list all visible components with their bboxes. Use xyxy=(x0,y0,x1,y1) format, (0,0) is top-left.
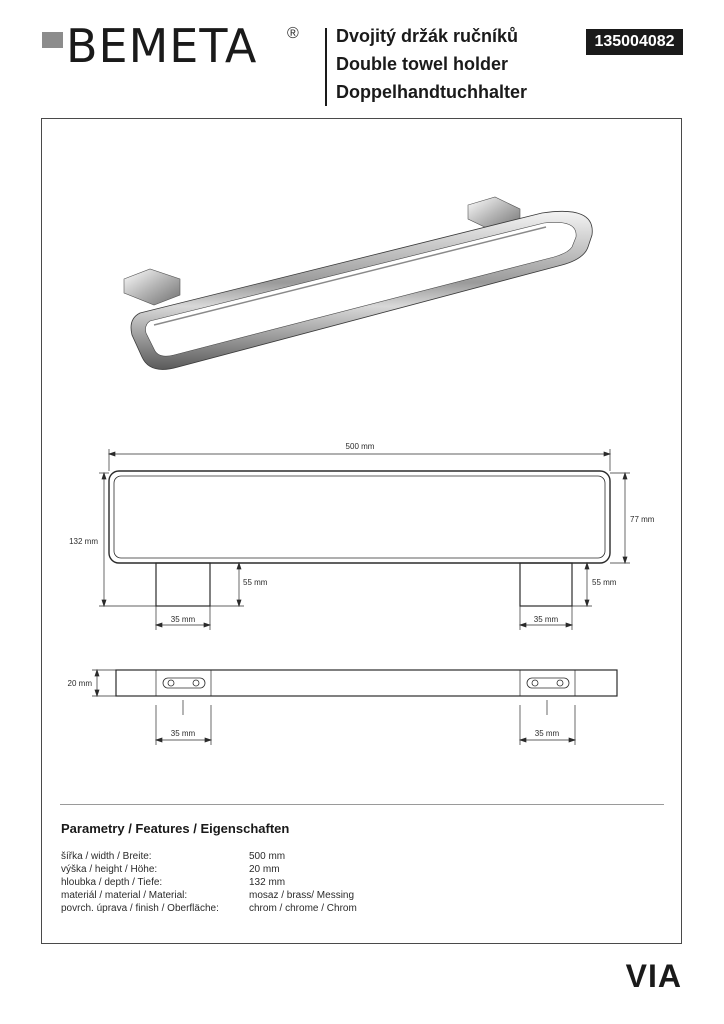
registered-mark: ® xyxy=(287,25,299,42)
title-czech: Dvojitý držák ručníků xyxy=(336,26,519,46)
spec-value-height: 20 mm xyxy=(249,864,280,875)
spec-label-finish: povrch. úprava / finish / Oberfläche: xyxy=(61,903,219,914)
title-english: Double towel holder xyxy=(336,54,509,74)
dim-bracket-width-left: 35 mm xyxy=(170,615,196,624)
header-divider xyxy=(325,28,327,106)
product-illustration xyxy=(110,185,600,385)
dim-height-total: 132 mm xyxy=(69,537,98,546)
dim-bracket-left: 55 mm xyxy=(243,578,268,587)
spec-label-material: materiál / material / Material: xyxy=(61,890,188,901)
dim-mount-left: 35 mm xyxy=(170,729,196,738)
technical-drawing xyxy=(50,435,680,745)
dim-bracket-width-right: 35 mm xyxy=(533,615,559,624)
features-heading: Parametry / Features / Eigenschaften xyxy=(61,821,290,836)
dim-depth: 20 mm xyxy=(67,679,92,688)
spec-label-width: šířka / width / Breite: xyxy=(61,851,152,862)
dim-bar-height: 77 mm xyxy=(630,515,655,524)
spec-value-depth: 132 mm xyxy=(249,877,286,888)
spec-value-width: 500 mm xyxy=(249,851,286,862)
spec-value-material: mosaz / brass/ Messing xyxy=(249,890,355,901)
title-german: Doppelhandtuchhalter xyxy=(336,82,528,102)
dim-width: 500 mm xyxy=(345,442,375,451)
dim-mount-right: 35 mm xyxy=(534,729,560,738)
spec-label-depth: hloubka / depth / Tiefe: xyxy=(61,877,163,888)
left-wall-bracket xyxy=(124,269,180,305)
brand-logo-mark xyxy=(42,32,63,48)
towel-bar-opening xyxy=(146,222,577,356)
brand-logo: BEMETA xyxy=(66,19,258,73)
spec-value-finish: chrom / chrome / Chrom xyxy=(249,903,357,914)
spec-label-height: výška / height / Höhe: xyxy=(61,864,158,875)
series-name: VIA xyxy=(625,958,682,994)
section-separator xyxy=(60,804,664,805)
product-code: 135004082 xyxy=(586,29,683,55)
dim-bracket-right: 55 mm xyxy=(592,578,617,587)
